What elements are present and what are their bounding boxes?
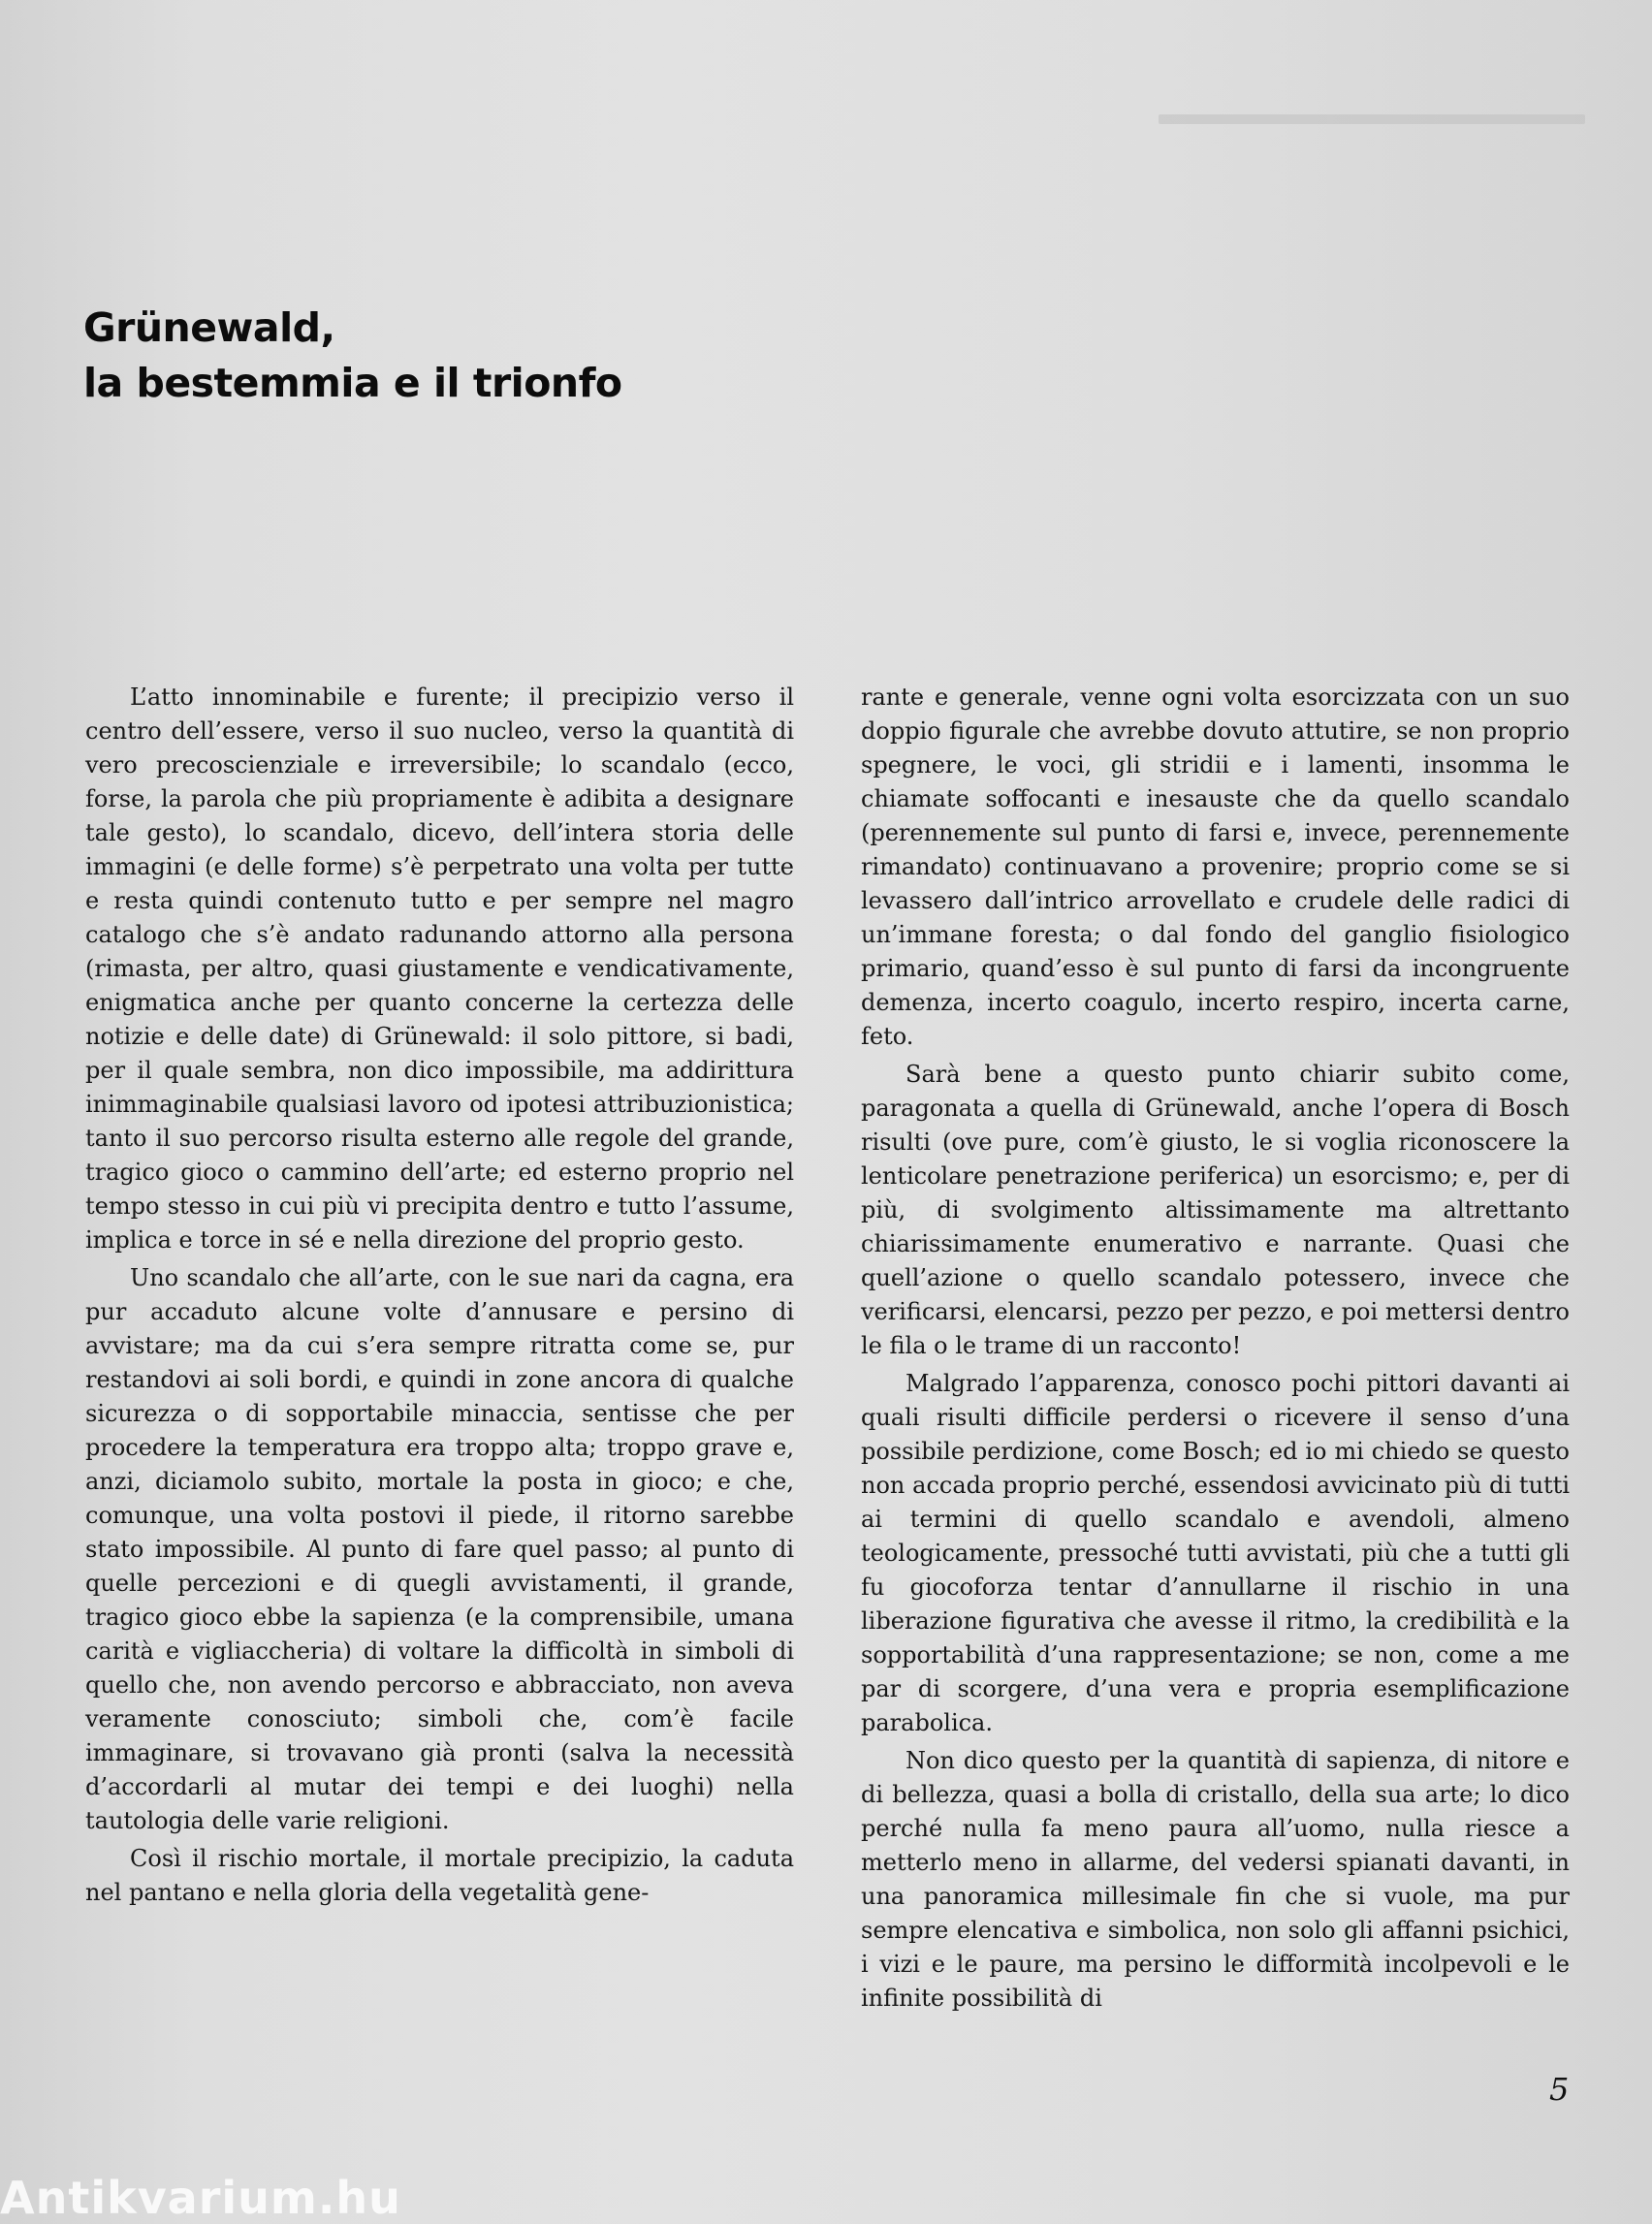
- paragraph: rante e generale, venne ogni volta esorcizzata con un suo doppio figurale che avrebbe dovuto attutire, se non proprio spegnere, le voci, gli stridii e i lamenti, insomma le chiamate soffocanti e inesauste che da quello scandalo (perennemente sul punto di farsi e, invece, perennemente rimandato) continuavano a provenire; proprio come se si levassero dall’intrico arrovellato e crudele delle radici di un’immane foresta; o dal fondo del ganglio fisiologico primario, quand’esso è sul punto di farsi da incongruente demenza, incerto coagulo, incerto respiro, incerta carne, feto.: [861, 683, 1570, 1050]
- article-title: [83, 301, 622, 411]
- paragraph: Non dico questo per la quantità di sapienza, di nitore e di bellezza, quasi a bolla di cristallo, della sua arte; lo dico perché nulla fa meno paura all’uomo, nulla riesce a metterlo meno in allarme, del vedersi spianati davanti, in una panoramica millesimale fin che si vuole, ma pur sempre elencativa e simbolica, non solo gli affanni psichici, i vizi e le paure, ma persino le difformità incolpevoli e le infinite possibilità di: [861, 1747, 1570, 2012]
- title-line-1: Grünewald,: [83, 304, 335, 351]
- page-number: 5: [1549, 2071, 1570, 2108]
- title-line-2: la bestemmia e il trionfo: [83, 360, 622, 406]
- paragraph: Malgrado l’apparenza, conosco pochi pittori davanti ai quali risulti difficile perdersi o ricevere il senso d’una possibile perdizione, come Bosch; ed io mi chiedo se questo non accada proprio perché, essendosi avvicinato più di tutti ai termini di quello scandalo e avendoli, almeno teologicamente, pressoché tutti avvistati, più che a tutti gli fu giocoforza tentar d’annullarne il rischio in una liberazione figurativa che avesse il ritmo, la credibilità e la sopportabilità d’una rappresentazione; se non, come a me par di scorgere, d’una vera e propria esemplificazione parabolica.: [861, 1370, 1570, 1736]
- paragraph: Sarà bene a questo punto chiarir subito come, paragonata a quella di Grünewald, anche l’opera di Bosch risulti (ove pure, com’è giusto, le si voglia riconoscere la lenticolare penetrazione periferica) un esorcismo; e, per di più, di svolgimento altissimamente ma altrettanto chiarissimamente enumerativo e narrante. Quasi che quell’azione o quello scandalo potessero, invece che verificarsi, elencarsi, pezzo per pezzo, e poi mettersi dentro le fila o le trame di un racconto!: [861, 1061, 1570, 1359]
- paragraph: Uno scandalo che all’arte, con le sue nari da cagna, era pur accaduto alcune volte d’annusare e persino di avvistare; ma da cui s’era sempre ritratta come se, pur restandovi ai soli bordi, e quindi in zone ancora di qualche sicurezza o di sopportabile minaccia, sentisse che per procedere la temperatura era troppo alta; troppo grave e, anzi, diciamolo subito, mortale la posta in gioco; e che, comunque, una volta postovi il piede, il ritorno sarebbe stato impossibile. Al punto di fare quel passo; al punto di quelle percezioni e di quegli avvistamenti, il grande, tragico gioco ebbe la sapienza (e la comprensibile, umana carità e vigliaccheria) di voltare la difficoltà in simboli di quello che, non avendo percorso e abbracciato, non aveva veramente conosciuto; simboli che, com’è facile immaginare, si trovavano già pronti (salva la necessità d’accordarli al mutar dei tempi e dei luoghi) nella tautologia delle varie religioni.: [85, 1264, 794, 1834]
- right-column: [861, 681, 1570, 2016]
- faint-running-header: [1159, 114, 1585, 124]
- paragraph: L’atto innominabile e furente; il precipizio verso il centro dell’essere, verso il suo nucleo, verso la quantità di vero precoscienziale e irreversibile; lo scandalo (ecco, forse, la parola che più propriamente è adibita a designare tale gesto), lo scandalo, dicevo, dell’intera storia delle immagini (e delle forme) s’è perpetrato una volta per tutte e resta quindi contenuto tutto e per sempre nel magro catalogo che s’è andato radunando attorno alla persona (rimasta, per altro, quasi giustamente e vendicativamente, enigmatica anche per quanto concerne la certezza delle notizie e delle date) di Grünewald: il solo pittore, si badi, per il quale sembra, non dico impossibile, ma addirittura inimmaginabile qualsiasi lavoro od ipotesi attribuzionistica; tanto il suo percorso risulta esterno alle regole del grande, tragico gioco o cammino dell’arte; ed esterno proprio nel tempo stesso in cui più vi precipita dentro e tutto l’assume, implica e torce in sé e nella direzione del proprio gesto.: [85, 683, 794, 1254]
- watermark: Antikvarium.hu: [0, 2172, 401, 2224]
- paragraph: Così il rischio mortale, il mortale precipizio, la caduta nel pantano e nella gloria della vegetalità gene-: [85, 1845, 794, 1906]
- left-column: [85, 681, 794, 1910]
